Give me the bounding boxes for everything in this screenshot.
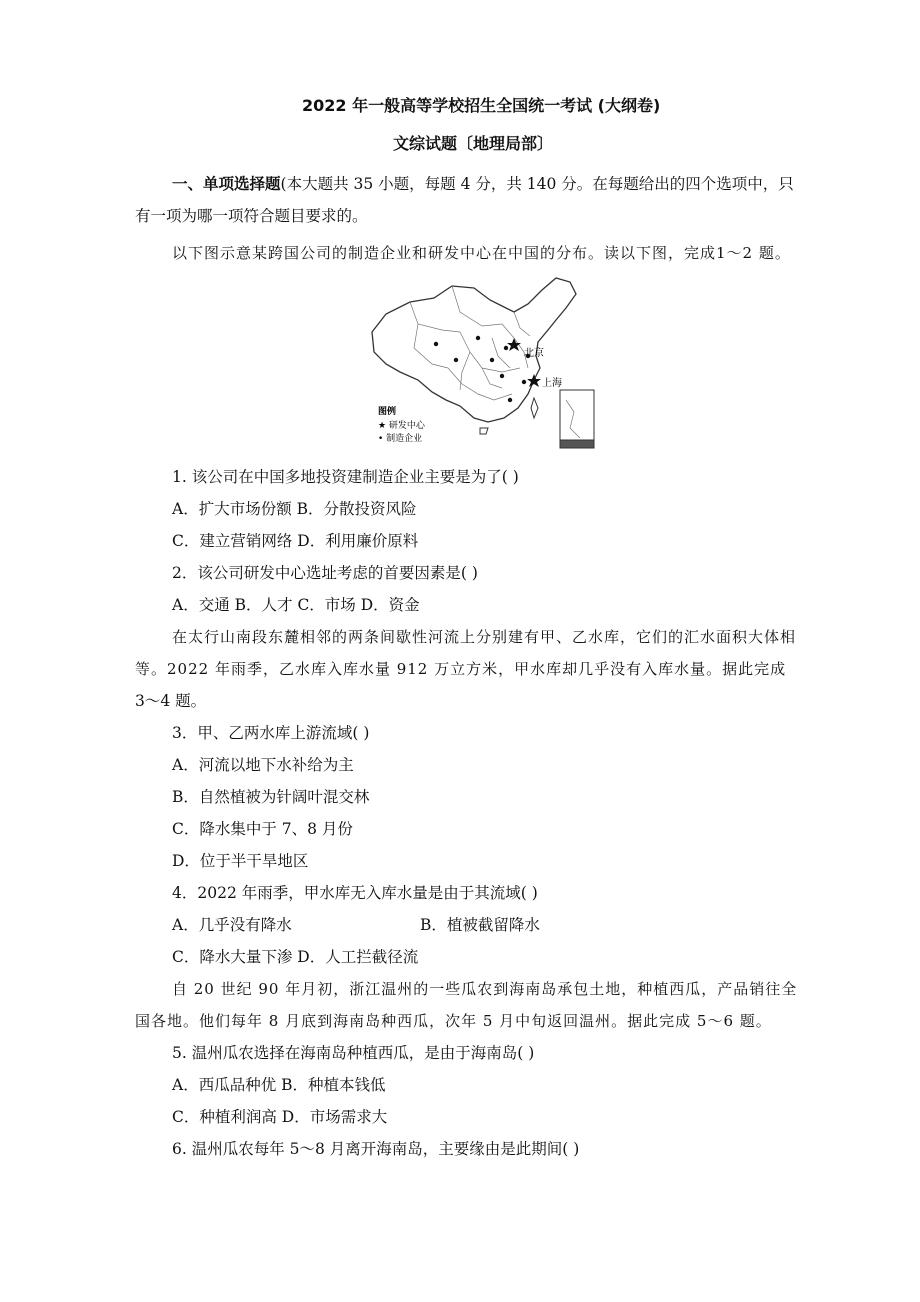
legend-rd-center: ★ 研发中心 xyxy=(378,421,425,431)
factory-dot xyxy=(504,346,508,350)
q4-stem: 4．2022 年雨季，甲水库无入库水量是由于其流域( ) xyxy=(172,884,538,902)
q4-option-b: B．植被截留降水 xyxy=(420,916,540,934)
q2-options: A．交通 B．人才 C．市场 D．资金 xyxy=(172,596,420,614)
rd-star-beijing xyxy=(507,338,521,351)
factory-dot xyxy=(490,358,494,362)
passage-3-line1: 自 20 世纪 90 年月初，浙江温州的一些瓜农到海南岛承包土地，种植西瓜，产品销往全 xyxy=(172,980,798,998)
passage-3-line2: 国各地。他们每年 8 月底到海南岛种西瓜，次年 5 月中旬返回温州。据此完成 5～6 题。 xyxy=(135,1012,772,1030)
q6-stem: 6. 温州瓜农每年 5～8 月离开海南岛，主要缘由是此期间( ) xyxy=(172,1140,580,1158)
q1-stem: 1. 该公司在中国多地投资建制造企业主要是为了( ) xyxy=(172,468,519,486)
factory-dot xyxy=(434,342,438,346)
q2-stem: 2．该公司研发中心选址考虑的首要因素是( ) xyxy=(172,564,478,582)
q3-option-a: A．河流以地下水补给为主 xyxy=(172,756,354,774)
section-intro-line2: 有一项为哪一项符合题目要求的。 xyxy=(135,207,368,225)
q5-options-ab: A．西瓜品种优 B．种植本钱低 xyxy=(172,1076,386,1094)
q3-option-c: C．降水集中于 7、8 月份 xyxy=(172,820,353,838)
china-map-figure xyxy=(352,272,598,452)
label-shanghai: 上海 xyxy=(542,378,562,389)
passage-1: 以下图示意某跨国公司的制造企业和研发中心在中国的分布。读以下图，完成1～2 题。 xyxy=(172,244,791,262)
south-china-sea-inset xyxy=(560,390,594,448)
label-beijing: 北京 xyxy=(524,348,544,359)
factory-dot xyxy=(476,336,480,340)
q1-options-cd: C．建立营销网络 D．利用廉价原料 xyxy=(172,532,419,550)
hainan-shape xyxy=(480,428,488,434)
q3-option-b: B．自然植被为针阔叶混交林 xyxy=(172,788,370,806)
q3-option-d: D．位于半干旱地区 xyxy=(172,852,309,870)
q3-stem: 3．甲、乙两水库上游流域( ) xyxy=(172,724,370,742)
legend-manufacturing: • 制造企业 xyxy=(378,434,423,444)
q5-options-cd: C．种植利润高 D．市场需求大 xyxy=(172,1108,388,1126)
q1-options-ab: A．扩大市场份额 B．分散投资风险 xyxy=(172,500,417,518)
page-title: 2022 年一般高等学校招生全国统一考试 (大纲卷) xyxy=(302,96,661,115)
taiwan-shape xyxy=(531,398,538,418)
section-intro-text: (本大题共 35 小题，每题 4 分，共 140 分。在每题给出的四个选项中，只 xyxy=(280,175,794,193)
section-heading: 一、单项选择题 xyxy=(172,175,281,193)
rd-star-shanghai xyxy=(527,374,541,387)
factory-dot xyxy=(500,374,504,378)
q4-options-cd: C．降水大量下渗 D．人工拦截径流 xyxy=(172,948,419,966)
china-outline xyxy=(372,278,576,422)
page-subtitle: 文综试题〔地理局部〕 xyxy=(393,134,554,153)
factory-dot xyxy=(522,380,526,384)
factory-dot xyxy=(454,358,458,362)
passage-2-line3: 3～4 题。 xyxy=(135,692,207,710)
q5-stem: 5. 温州瓜农选择在海南岛种植西瓜，是由于海南岛( ) xyxy=(172,1044,535,1062)
passage-2-line2: 等。2022 年雨季，乙水库入库水量 912 万立方米，甲水库却几乎没有入库水量。据此完成 xyxy=(135,660,787,678)
legend-title: 图例 xyxy=(378,407,397,417)
factory-dot xyxy=(508,398,512,402)
passage-2-line1: 在太行山南段东麓相邻的两条间歇性河流上分别建有甲、乙水库，它们的汇水面积大体相 xyxy=(172,628,797,646)
section-intro-line1 xyxy=(172,174,794,194)
q4-option-a: A．几乎没有降水 xyxy=(172,916,292,934)
